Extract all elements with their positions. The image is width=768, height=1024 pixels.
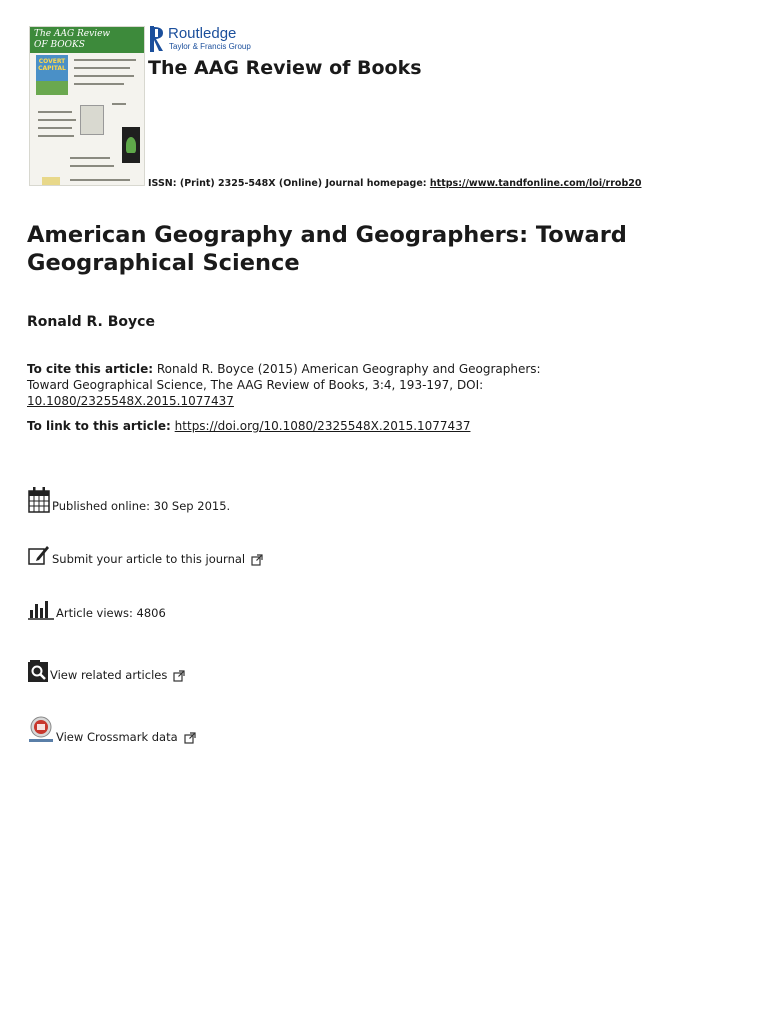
published-online-text: Published online: 30 Sep 2015. [52,499,231,513]
article-doi-link[interactable]: https://doi.org/10.1080/2325548X.2015.1077437 [174,419,471,433]
article-link-block [27,418,470,434]
journal-cover-image [29,26,145,186]
cover-book-thumbnail [36,55,68,95]
cover-book-thumbnail [42,177,60,185]
cover-banner-line2: OF BOOKS [34,40,85,50]
issn-text: ISSN: (Print) 2325-548X (Online) Journal homepage: [148,178,430,189]
cover-book-thumbnail [80,105,104,135]
citation-label: To cite this article: [27,362,154,376]
submit-article-link[interactable] [28,544,263,566]
crossmark-link[interactable] [28,716,196,744]
calendar-icon [28,487,50,513]
routledge-logo-icon [150,26,164,52]
search-icon [28,660,48,682]
article-views-text: Article views: 4806 [56,606,166,620]
cover-banner-line1: The AAG Review [34,29,111,39]
external-link-icon [251,554,263,566]
article-title: American Geography and Geographers: Toward Geographical Science [27,222,627,276]
cover-banner [30,27,144,53]
external-link-icon [173,670,185,682]
publisher-subtitle: Taylor & Francis Group [169,42,251,51]
crossmark-text: View Crossmark data [56,730,178,744]
bar-chart-icon [28,600,54,620]
citation-block [27,361,547,409]
external-link-icon [184,732,196,744]
cover-book-title: COVERT CAPITAL [38,58,66,72]
publisher-name: Routledge [168,25,237,42]
related-articles-link[interactable] [28,660,185,682]
related-articles-text: View related articles [50,668,168,682]
article-author: Ronald R. Boyce [27,314,155,330]
link-label: To link to this article: [27,419,171,433]
journal-homepage-link[interactable]: https://www.tandfonline.com/loi/rrob20 [429,178,642,189]
crossmark-icon [28,716,54,744]
citation-text: Ronald R. Boyce (2015) American Geography and Geographers: Toward Geographical Science, The AAG Review of Books, 3:4, 193-197, DOI: [27,362,541,392]
edit-icon [28,544,50,566]
cover-book-thumbnail [122,127,140,163]
submit-article-text: Submit your article to this journal [52,552,246,566]
article-views-row [28,600,166,620]
citation-doi-link[interactable]: 10.1080/2325548X.2015.1077437 [27,394,234,408]
published-online-row [28,487,230,513]
issn-line [148,178,641,190]
journal-title: The AAG Review of Books [148,57,422,79]
